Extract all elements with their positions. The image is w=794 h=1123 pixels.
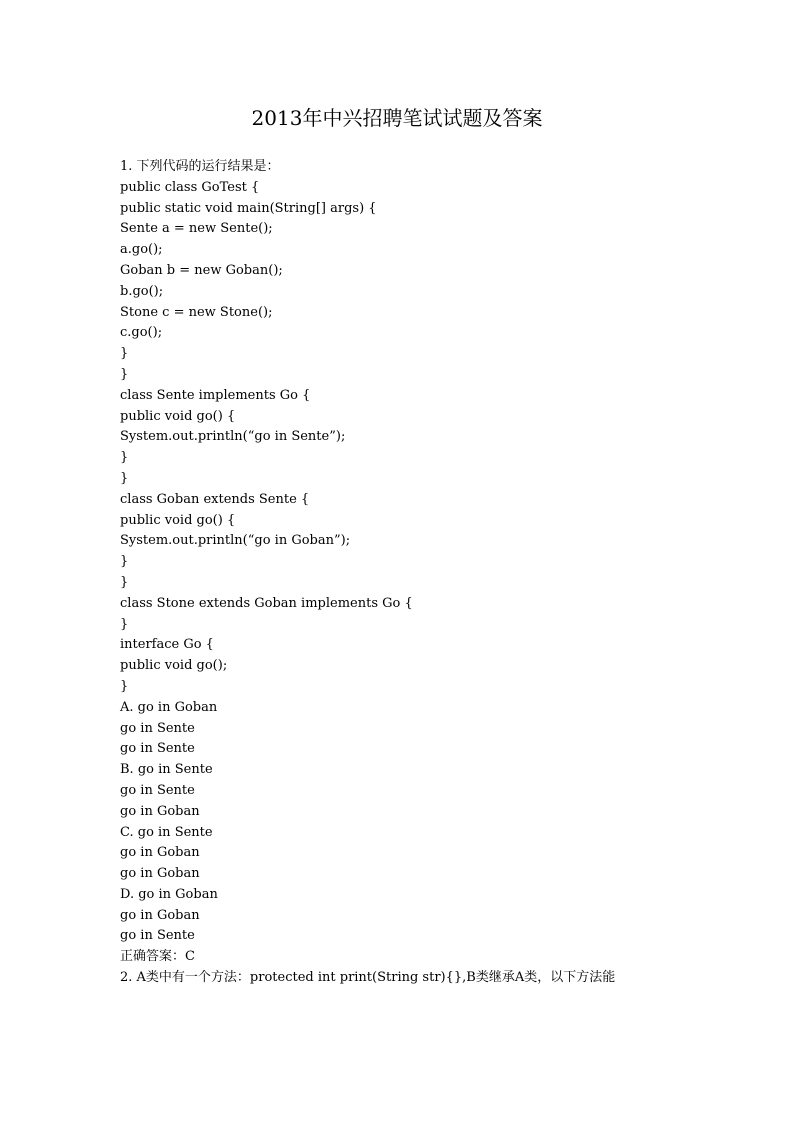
text-line: A. go in Goban: [120, 699, 218, 715]
text-line: public void go() {: [120, 512, 236, 528]
text-line: public void go();: [120, 658, 228, 674]
text-line: }: [120, 574, 129, 590]
text-line: C. go in Sente: [120, 824, 213, 840]
text-line: System.out.println(“go in Goban”);: [120, 533, 351, 549]
text-line: go in Sente: [120, 782, 195, 798]
text-line: 1. 下列代码的运行结果是：: [120, 159, 280, 174]
text-line: interface Go {: [120, 637, 214, 653]
text-line: }: [120, 346, 129, 362]
text-line: Stone c = new Stone();: [120, 304, 273, 320]
text-line: class Sente implements Go {: [120, 387, 311, 403]
text-line: public class GoTest {: [120, 179, 260, 195]
text-line: }: [120, 450, 129, 466]
text-line: public static void main(String[] args) {: [120, 200, 377, 216]
text-line: go in Goban: [120, 907, 200, 923]
text-line: a.go();: [120, 242, 163, 258]
text-line: B. go in Sente: [120, 762, 213, 778]
text-line: go in Goban: [120, 803, 200, 819]
text-line: c.go();: [120, 325, 163, 341]
text-line: go in Sente: [120, 720, 195, 736]
text-line: 正确答案：C: [120, 949, 195, 965]
page-title: 2013年中兴招聘笔试试题及答案: [251, 106, 543, 130]
text-line: go in Goban: [120, 866, 200, 882]
text-line: Sente a = new Sente();: [120, 221, 273, 237]
text-line: }: [120, 470, 129, 486]
text-line: go in Sente: [120, 741, 195, 757]
text-line: Goban b = new Goban();: [120, 262, 283, 278]
text-line: }: [120, 366, 129, 382]
text-line: }: [120, 678, 129, 694]
text-line: public void go() {: [120, 408, 236, 424]
text-line: D. go in Goban: [120, 886, 218, 902]
text-line: class Goban extends Sente {: [120, 491, 310, 507]
text-line: class Stone extends Goban implements Go {: [120, 595, 413, 611]
text-line: 2. A类中有一个方法：protected int print(String str){},B类继承A类，以下方法能: [120, 970, 616, 986]
text-line: go in Goban: [120, 845, 200, 861]
document-body: [120, 157, 720, 989]
text-line: }: [120, 554, 129, 570]
text-line: System.out.println(“go in Sente”);: [120, 429, 346, 445]
text-line: go in Sente: [120, 928, 195, 944]
text-line: }: [120, 616, 129, 632]
text-line: b.go();: [120, 283, 164, 299]
